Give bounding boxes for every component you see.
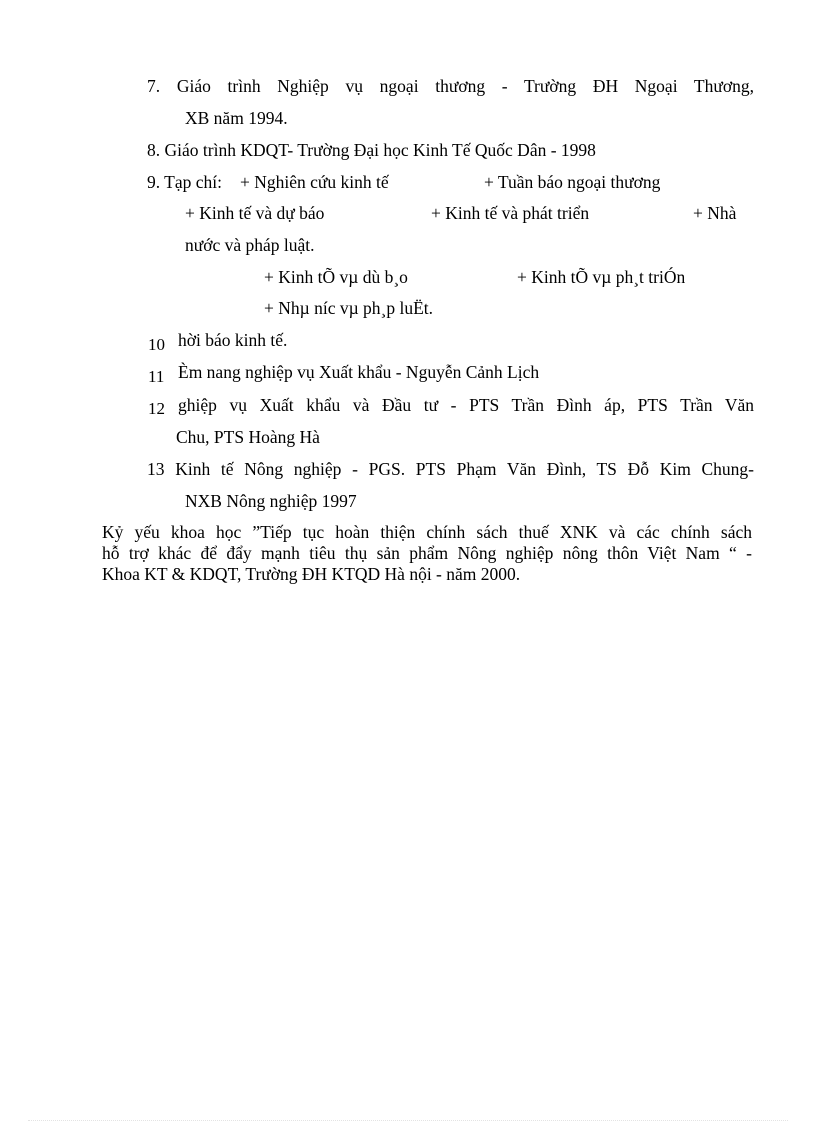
reference-10-number: 10 — [148, 335, 165, 354]
reference-9-item-kinh-te-phat-trien: + Kinh tế và phát triển — [431, 203, 590, 223]
page-bottom-border — [28, 1120, 788, 1121]
reference-9-prefix: 9. Tạp chí: — [147, 172, 223, 192]
reference-9-garbled-c: + Nhµ níc vµ ph¸p luËt. — [264, 298, 434, 318]
reference-9-item-tuan-bao: + Tuần báo ngoại thương — [484, 172, 661, 192]
reference-8: 8. Giáo trình KDQT- Trường Đại học Kinh Tế Quốc Dân - 1998 — [147, 140, 596, 160]
reference-9-garbled-a: + Kinh tÕ vµ dù b¸o — [264, 267, 408, 287]
kyyeu-line1: Kỷ yếu khoa học ”Tiếp tục hoàn thiện chính sách thuế XNK và các chính sách — [102, 522, 752, 542]
reference-13-line1: 13 Kinh tế Nông nghiệp - PGS. PTS Phạm Văn Đình, TS Đỗ Kim Chung- — [147, 459, 754, 479]
reference-11-text: Èm nang nghiệp vụ Xuất khẩu - Nguyễn Cảnh Lịch — [178, 362, 540, 382]
reference-7-line1: 7. Giáo trình Nghiệp vụ ngoại thương - Trường ĐH Ngoại Thương, — [147, 76, 754, 96]
reference-9-item-kinh-te-du-bao: + Kinh tế và dự báo — [185, 203, 325, 223]
reference-9-garbled-b: + Kinh tÕ vµ ph¸t triÓn — [517, 267, 686, 287]
reference-12-number: 12 — [148, 399, 165, 418]
reference-9-item-nha: + Nhà — [693, 203, 737, 223]
reference-10-text: hời báo kinh tế. — [178, 330, 288, 350]
reference-12-line1: ghiệp vụ Xuất khẩu và Đầu tư - PTS Trần Đình áp, PTS Trần Văn — [178, 395, 754, 415]
reference-9-continuation: nước và pháp luật. — [185, 235, 315, 255]
reference-7-line2: XB năm 1994. — [185, 108, 288, 128]
kyyeu-line2: hỗ trợ khác để đẩy mạnh tiêu thụ sản phẩm Nông nghiệp nông thôn Việt Nam “ - — [102, 543, 752, 563]
reference-11-number: 11 — [148, 367, 165, 386]
kyyeu-block — [102, 522, 752, 585]
reference-12-line2: Chu, PTS Hoàng Hà — [176, 427, 320, 447]
reference-13-line2: NXB Nông nghiệp 1997 — [185, 491, 357, 511]
kyyeu-line3: Khoa KT & KDQT, Trường ĐH KTQD Hà nội - năm 2000. — [102, 564, 521, 584]
reference-9-item-nghien-cuu: + Nghiên cứu kinh tế — [240, 172, 389, 192]
